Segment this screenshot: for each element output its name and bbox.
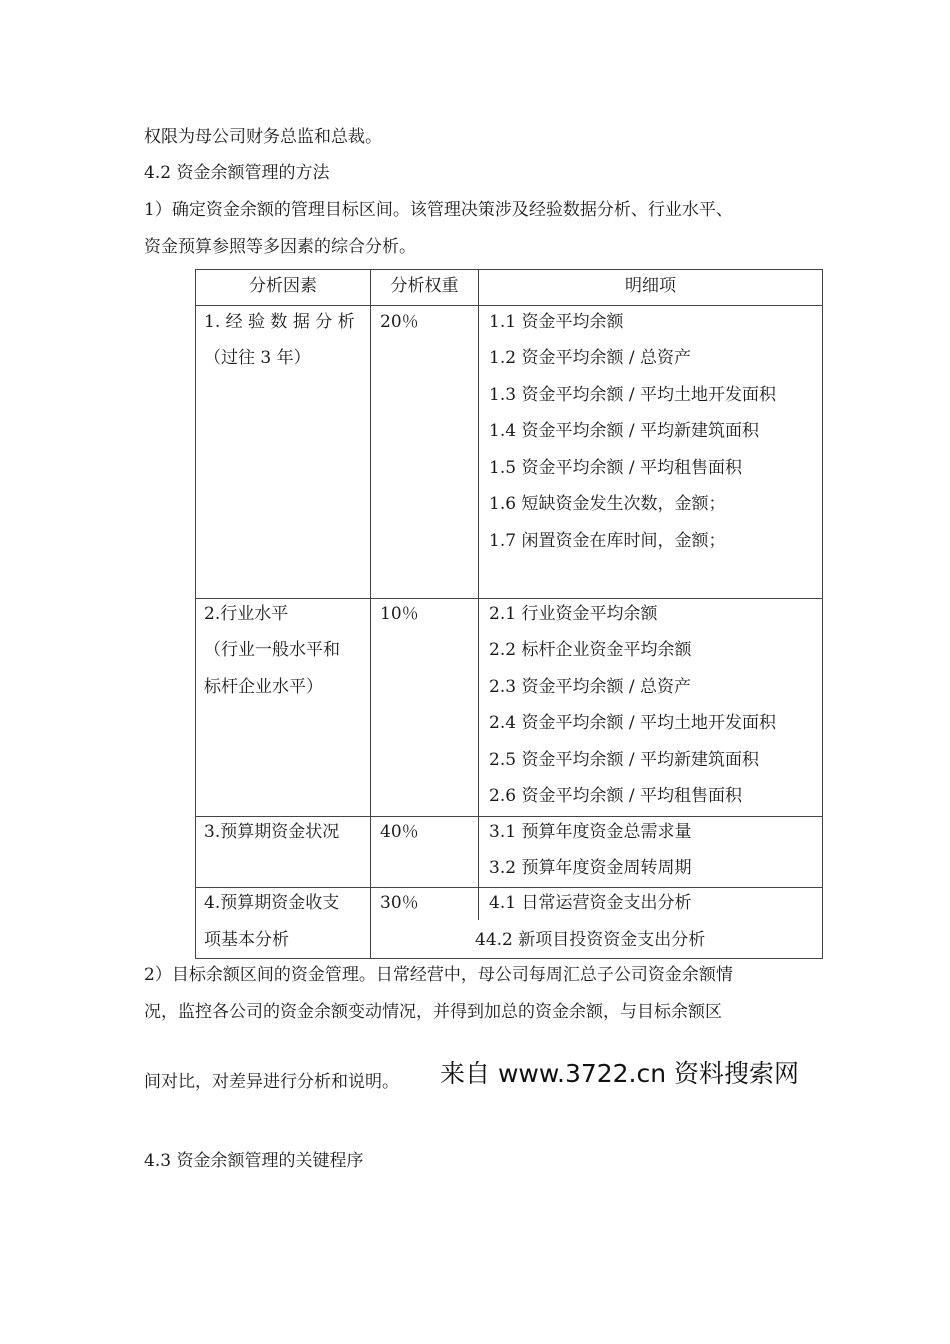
table-header-detail: 明细项 bbox=[625, 276, 676, 296]
table-row-item: 2.4 资金平均余额 / 平均土地开发面积 bbox=[489, 713, 776, 733]
paragraph-step1-line2: 资金预算参照等多因素的综合分析。 bbox=[144, 237, 416, 257]
table-header-factor: 分析因素 bbox=[249, 276, 317, 296]
paragraph-step2-line3: 间对比，对差异进行分析和说明。 bbox=[144, 1072, 399, 1092]
paragraph-step2-line2: 况，监控各公司的资金余额变动情况，并得到加总的资金余额，与目标余额区 bbox=[144, 1002, 722, 1022]
table-row-item: 2.5 资金平均余额 / 平均新建筑面积 bbox=[489, 750, 759, 770]
table-row-item: 1.3 资金平均余额 / 平均土地开发面积 bbox=[489, 385, 776, 405]
table-row-item: 2.1 行业资金平均余额 bbox=[489, 604, 658, 624]
table-row-factor: 3.预算期资金状况 bbox=[204, 822, 340, 842]
section-heading-4-3: 4.3 资金余额管理的关键程序 bbox=[144, 1151, 364, 1171]
analysis-table bbox=[195, 269, 823, 959]
table-row-item: 4.1 日常运营资金支出分析 bbox=[489, 893, 692, 913]
table-header-weight: 分析权重 bbox=[390, 276, 459, 296]
table-row-item: 3.2 预算年度资金周转周期 bbox=[489, 858, 692, 878]
source-watermark: 来自 www.3722.cn 资料搜索网 bbox=[440, 1059, 800, 1088]
table-row-weight: 30％ bbox=[380, 893, 419, 913]
table-row-item: 2.2 标杆企业资金平均余额 bbox=[489, 640, 692, 660]
table-divider bbox=[196, 887, 822, 888]
table-row-item: 1.6 短缺资金发生次数，金额； bbox=[489, 494, 726, 514]
table-row-item: 2.3 资金平均余额 / 总资产 bbox=[489, 677, 691, 697]
table-divider bbox=[196, 816, 822, 817]
table-row-factor: 项基本分析 bbox=[204, 930, 289, 950]
paragraph-authority: 权限为母公司财务总监和总裁。 bbox=[144, 127, 382, 147]
table-row-factor: 4.预算期资金收支 bbox=[204, 893, 340, 913]
table-divider bbox=[478, 270, 479, 920]
table-row-item: 3.1 预算年度资金总需求量 bbox=[489, 822, 692, 842]
table-row-item: 1.7 闲置资金在库时间，金额； bbox=[489, 531, 726, 551]
table-row-factor: （过往 3 年） bbox=[204, 348, 311, 368]
paragraph-step1-line1: 1）确定资金余额的管理目标区间。该管理决策涉及经验数据分析、行业水平、 bbox=[144, 200, 733, 220]
table-row-weight: 20％ bbox=[380, 312, 419, 332]
table-divider bbox=[196, 305, 822, 306]
table-row-item: 1.1 资金平均余额 bbox=[489, 312, 624, 332]
table-row-factor: 标杆企业水平） bbox=[204, 677, 323, 697]
section-heading-4-2: 4.2 资金余额管理的方法 bbox=[144, 163, 330, 183]
paragraph-step2-line1: 2）目标余额区间的资金管理。日常经营中，母公司每周汇总子公司资金余额情 bbox=[144, 965, 733, 985]
table-row-item: 1.4 资金平均余额 / 平均新建筑面积 bbox=[489, 421, 759, 441]
table-row-weight: 10％ bbox=[380, 604, 419, 624]
table-row-item: 2.6 资金平均余额 / 平均租售面积 bbox=[489, 786, 742, 806]
table-divider bbox=[196, 598, 822, 599]
table-row-factor: （行业一般水平和 bbox=[204, 640, 340, 660]
table-row-factor: 1. 经 验 数 据 分 析 bbox=[204, 312, 355, 332]
table-divider bbox=[370, 270, 371, 958]
table-row-item: 1.5 资金平均余额 / 平均租售面积 bbox=[489, 458, 742, 478]
table-row-item: 1.2 资金平均余额 / 总资产 bbox=[489, 348, 691, 368]
table-row-item: 44.2 新项目投资资金支出分析 bbox=[475, 930, 706, 950]
table-row-weight: 40％ bbox=[380, 822, 419, 842]
table-row-factor: 2.行业水平 bbox=[204, 604, 289, 624]
